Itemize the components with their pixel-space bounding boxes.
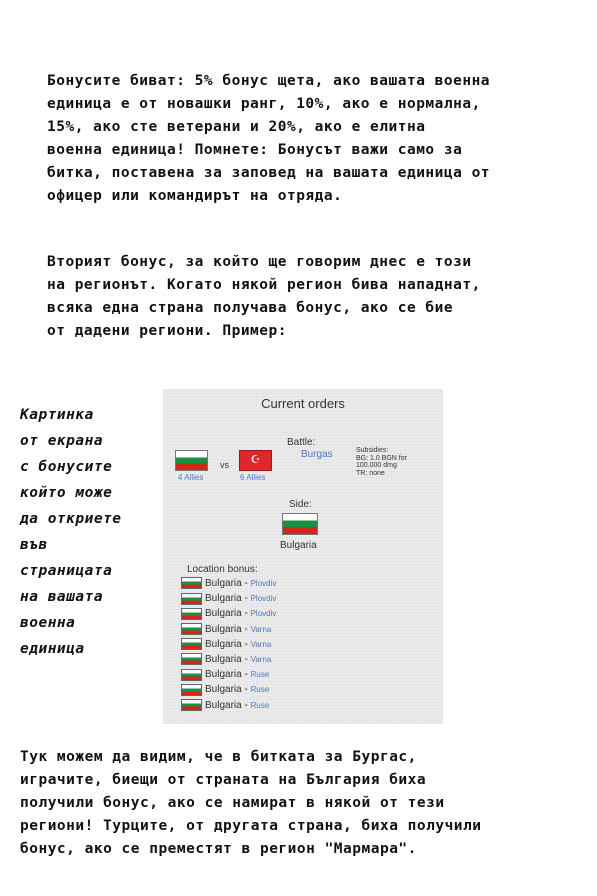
side-country: Bulgaria: [280, 540, 317, 551]
location-country: Bulgaria: [205, 684, 242, 696]
location-bonus-item: [181, 668, 269, 682]
location-separator: -: [241, 638, 251, 650]
battle-city-link[interactable]: Burgas: [301, 449, 333, 460]
bulgaria-flag-icon: [181, 608, 202, 620]
bulgaria-flag-icon: [181, 593, 202, 605]
location-city-link[interactable]: Plovdiv: [250, 609, 277, 619]
location-country: Bulgaria: [205, 623, 242, 635]
bulgaria-flag-icon: [181, 699, 202, 711]
side-label: Side:: [289, 499, 312, 510]
bulgaria-flag-icon: [181, 577, 202, 589]
location-country: Bulgaria: [205, 699, 242, 711]
location-bonus-item: [181, 653, 271, 667]
current-orders-screenshot: [163, 389, 443, 724]
battle-label: Battle:: [287, 437, 316, 448]
location-country: Bulgaria: [205, 608, 242, 620]
location-bonus-item: [181, 592, 276, 606]
subsidies-info: Subsidies: BG: 1.0 BGN for 100.000 dmg TR: none: [356, 447, 407, 477]
allies-left-link[interactable]: 4 Allies: [178, 473, 204, 482]
location-bonus-item: [181, 607, 276, 621]
location-country: Bulgaria: [205, 638, 242, 650]
location-city-link[interactable]: Plovdiv: [250, 579, 277, 588]
bulgaria-flag-icon: [181, 638, 202, 650]
current-orders-title: Current orders: [261, 396, 345, 411]
location-city-link[interactable]: Ruse: [250, 700, 270, 710]
location-bonus-item: [181, 623, 271, 637]
location-separator: -: [241, 669, 251, 681]
location-city-link[interactable]: Varna: [250, 624, 272, 634]
location-bonus-title: Location bonus:: [187, 564, 258, 575]
location-separator: -: [241, 578, 251, 589]
location-city-link[interactable]: Varna: [250, 639, 272, 649]
location-bonus-item: [181, 683, 269, 697]
location-bonus-item: [181, 638, 271, 652]
location-separator: -: [241, 654, 251, 665]
location-country: Bulgaria: [205, 578, 242, 589]
paragraph-bonus-ranks: Бонусите биват: 5% бонус щета, ако вашата военна единица е от новашки ранг, 10%, ако е нормална, 15%, ако сте ветерани и 20%, ако е елитна военна единица! Помнете: Бонусът важи само за битка, поставена за заповед на вашата единица от офицер или командирът на отряда.: [47, 73, 491, 204]
paragraph-burgas-example: Тук можем да видим, че в битката за Бургас, играчите, биещи от страната на България биха получили бонус, ако се намират в някой от тези региони! Турците, от другата страна, биха получили бонус, ако се преместят в регион "Мармара".: [20, 749, 482, 857]
location-city-link[interactable]: Ruse: [250, 670, 270, 680]
allies-right-link[interactable]: 6 Allies: [240, 473, 266, 482]
vs-label: vs: [220, 460, 229, 470]
bulgaria-flag-icon: [181, 653, 202, 665]
turkey-flag-icon: ☪: [239, 450, 272, 471]
location-city-link[interactable]: Ruse: [250, 685, 270, 695]
screenshot-caption: Картинка от екрана с бонусите който може да откриете във страницата на вашата военна единица: [20, 407, 122, 657]
bulgaria-flag-icon: [181, 684, 202, 696]
location-bonus-item: [181, 699, 269, 713]
location-city-link[interactable]: Plovdiv: [250, 594, 277, 604]
bulgaria-flag-icon: [181, 669, 202, 681]
paragraph-region-bonus: Вторият бонус, за който ще говорим днес е този на регионът. Когато някой регион бива нападнат, всяка една страна получава бонус, ако се бие от дадени региони. Пример:: [47, 254, 481, 339]
location-country: Bulgaria: [205, 593, 242, 605]
location-separator: -: [241, 623, 251, 635]
location-separator: -: [241, 608, 251, 620]
location-country: Bulgaria: [205, 654, 242, 665]
location-separator: -: [241, 699, 251, 711]
location-separator: -: [241, 684, 251, 696]
location-bonus-item: [181, 577, 276, 591]
bulgaria-flag-icon: [175, 450, 208, 471]
location-city-link[interactable]: Varna: [250, 655, 272, 664]
location-separator: -: [241, 593, 251, 605]
bulgaria-flag-icon: [282, 513, 318, 535]
bulgaria-flag-icon: [181, 623, 202, 635]
location-country: Bulgaria: [205, 669, 242, 681]
